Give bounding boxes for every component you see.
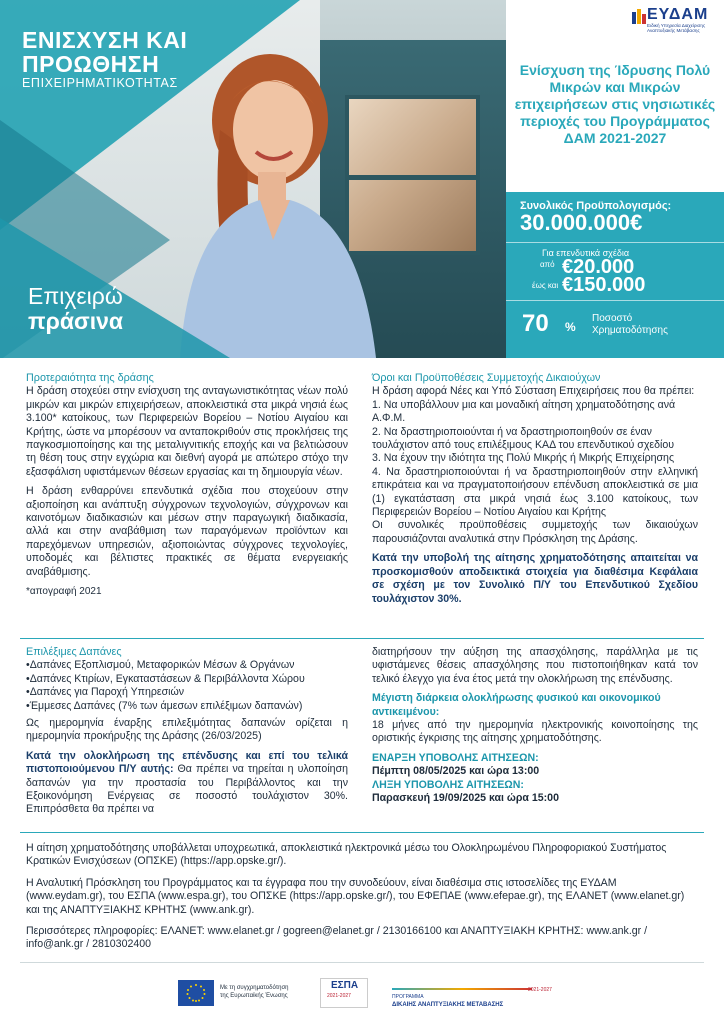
plans-label: Για επενδυτικά σχέδια <box>542 248 630 258</box>
dam-years: 2021-2027 <box>528 987 552 993</box>
footer-divider <box>20 962 704 963</box>
eu-flag-icon <box>178 980 214 1006</box>
dam-logo-stripe <box>392 988 532 990</box>
terms-summary: Οι συνολικές προϋποθέσεις συμμετοχής των δικαιούχων παρουσιάζονται αναλυτικά στην Πρόσκληση της Δράσης. <box>372 519 698 545</box>
from-label: από <box>540 260 555 269</box>
program-title: Ενίσχυση της Ίδρυσης Πολύ Μικρών και Μικρών επιχειρήσεων στις νησιωτικές περιοχές του Προγράμματος ΔΑΜ 2021-2027 <box>514 62 716 146</box>
percent-symbol: % <box>565 320 576 334</box>
terms-item-3: 3. Να έχουν την ιδιότητα της Πολύ Μικρής ή Μικρής Επιχείρησης <box>372 452 675 465</box>
expenses-section <box>26 646 348 823</box>
expense-item: •Δαπάνες για Παροχή Υπηρεσιών <box>26 686 185 699</box>
terms-heading: Όροι και Προϋποθέσεις Συμμετοχής Δικαιούχων <box>372 372 601 384</box>
census-note: *απογραφή 2021 <box>26 586 102 598</box>
terms-section <box>372 372 698 612</box>
expense-item: •Δαπάνες Εξοπλισμού, Μεταφορικών Μέσων & Οργάνων <box>26 659 295 672</box>
duration-heading: Μέγιστη διάρκεια ολοκλήρωσης φυσικού και οικονομικού αντικειμένου: <box>372 692 661 718</box>
duration-text: 18 μήνες από την ημερομηνία ηλεκτρονικής κοινοποίησης της οριστικής έγκρισης της αίτησης χρηματοδότησης. <box>372 719 698 745</box>
to-value: €150.000 <box>562 274 646 296</box>
terms-intro: Η δράση αφορά Νέες και Υπό Σύσταση Επιχειρήσεις που θα πρέπει: <box>372 385 695 398</box>
hero-slogan: Επιχειρώ πράσινα <box>28 283 124 334</box>
section-divider <box>20 832 704 833</box>
terms-capital-requirement: Κατά την υποβολή της αίτησης χρηματοδότησης απαιτείται να προσκομισθούν αποδεικτικά στοιχεία για διαθέσιμα Κεφάλαια σε σχέση με τον Συνολικό Π/Υ του Επενδυτικού Σχεδίου τουλάχιστον 30%. <box>372 552 698 605</box>
completion-text: Κατά την ολοκλήρωση της επένδυσης και επί του τελικά πιστοποιούμενου Π/Υ αυτής: Θα πρέπει να τηρείται η υλοποίηση δαπανών για την προστασία του Περιβάλλοντος και την Εξοικονόμηση Ενέργειας σε ποσοστό τουλάχιστον 30%. Επιπρόσθετα θα πρέπει να <box>26 749 349 816</box>
expenses-heading: Επιλέξιμες Δαπάνες <box>26 646 122 658</box>
eu-cofunding-text: Με τη συγχρηματοδότηση της Ευρωπαϊκής Ένωσης <box>220 985 289 999</box>
priority-text-1: Η δράση στοχεύει στην ενίσχυση της ανταγωνιστικότητας νέων πολύ μικρών και μικρών επιχειρήσεων, αποκλειστικά στα μικρά νησιά έως 3.100* κατοίκους, των Περιφερειών Βορείου – Νοτίου Αιγαίου και Κρήτης, ώστε να μπορέσουν να ανταποκριθούν στις προκλήσεις της παγκοσμιοποίησης και της μεταλιγνιτικής εποχής και να βελτιώσουν τη θέση τους στην εγχώρια και διεθνή αγορά με απώτερο στόχο την εξασφάλιση υφιστάμενων θέσεων εργασίας και τη δημιουργία νέων. <box>26 385 348 478</box>
eligibility-start: Ως ημερομηνία έναρξης επιλεξιμότητας δαπανών ορίζεται η ημερομηνία προκήρυξης της Δράσης (26/03/2025) <box>26 717 348 743</box>
budget-panel <box>506 192 724 358</box>
hero-subtitle: ΕΠΙΧΕΙΡΗΜΑΤΙΚΟΤΗΤΑΣ <box>22 76 178 90</box>
funding-percent: 70 <box>522 310 549 337</box>
espa-logo: ΕΣΠΑ 2021-2027 <box>320 978 368 1008</box>
priority-heading: Προτεραιότητα της δράσης <box>26 372 154 384</box>
documents-info: Η Αναλυτική Πρόσκληση του Προγράμματος και τα έγγραφα που την συνοδεύουν, είναι διαθέσιμα στις ιστοσελίδες της ΕΥΔΑΜ (www.eydam.gr), του ΕΣΠΑ (www.espa.gr), του ΟΠΣΚΕ (https://app.opske.gr/), του ΕΦΕΠΑΕ (www.efepae.gr), της ΕΛΑΝΕΤ (www.elanet.gr) και της ΑΝΑΠΤΥΞΙΑΚΗΣ ΚΡΗΤΗΣ (www.ank.gr). <box>26 876 685 916</box>
dam-program-logo: ΠΡΟΓΡΑΜΜΑ ΔΙΚΑΙΗΣ ΑΝΑΠΤΥΞΙΑΚΗΣ ΜΕΤΑΒΑΣΗΣ <box>392 994 504 1008</box>
terms-item-1: 1. Να υποβάλλουν μια και μοναδική αίτηση χρηματοδότησης ανά Α.Φ.Μ. <box>372 398 676 425</box>
logo-desc: Ειδική Υπηρεσία Διαχείρισης Αναπτυξιακής Μετάβασης <box>647 23 706 33</box>
expense-item: •Έμμεσες Δαπάνες (7% των άμεσων επιλέξιμων δαπανών) <box>26 699 303 712</box>
info-section <box>26 842 698 960</box>
hero-photo <box>0 0 506 358</box>
continuation-text: διατηρήσουν την αύξηση της απασχόλησης, παράλληλα με τις υφιστάμενες θέσεις απασχόλησης που πιστοποιήθηκαν κατά τον τελικό έλεγχο για ένα έτος μετά την ολοκλήρωση της επένδυσης. <box>372 646 698 685</box>
to-label: έως και <box>532 281 559 290</box>
section-divider <box>20 638 704 639</box>
budget-divider <box>506 242 724 243</box>
priority-section <box>26 372 348 599</box>
submission-start-label: ΕΝΑΡΞΗ ΥΠΟΒΟΛΗΣ ΑΙΤΗΣΕΩΝ: <box>372 751 539 764</box>
priority-text-2: Η δράση ενθαρρύνει επενδυτικά σχέδια που στοχεύουν στην αξιοποίηση και ανάπτυξη σύγχρονων τεχνολογιών, σύγχρονων και καινοτόμων διαδικασιών και μέσων στην παραγωγική διαδικασία, αλλά και στην αναβάθμιση των παραγόμενων προϊόντων και παρεχόμενων υπηρεσιών, αξιοποιώντας σύγχρονες τεχνολογίες, υποδομές και βέλτιστες πρακτικές σε θέματα ενεργειακής αναβάθμισης. <box>26 485 348 578</box>
terms-item-4: 4. Να δραστηριοποιούνται ή να δραστηριοποιηθούν στην ελληνική επικράτεια και να πραγματοποιήσουν επένδυση αποκλειστικά σε μια (1) εγκατάσταση στα μικρά νησιά έως 3.100 κατοίκους, των Περιφερειών Βορείου – Νοτίου Αιγαίου και Κρήτης <box>372 465 698 519</box>
budget-label: Συνολικός Προϋπολογισμός: <box>520 200 672 212</box>
submission-start-value: Πέμπτη 08/05/2025 και ώρα 13:00 <box>372 765 540 778</box>
contact-info: Περισσότερες πληροφορίες: ΕΛΑΝΕΤ: www.elanet.gr / gogreen@elanet.gr / 2130166100 και ΑΝΑΠΤΥΞΙΑΚΗ ΚΡΗΤΗΣ: www.ank.gr / info@ank.gr / 2810302400 <box>26 925 648 951</box>
eydam-logo <box>630 6 718 32</box>
submission-end-value: Παρασκευή 19/09/2025 και ώρα 15:00 <box>372 792 559 805</box>
budget-amount: 30.000.000€ <box>520 210 643 235</box>
hero-title: ΕΝΙΣΧΥΣΗ ΚΑΙ ΠΡΟΩΘΗΣΗ <box>22 27 188 77</box>
submission-info: Η αίτηση χρηματοδότησης υποβάλλεται υποχρεωτικά, αποκλειστικά ηλεκτρονικά μέσω του Ολοκληρωμένου Πληροφοριακού Συστήματος Κρατικών Ενισχύσεων (ΟΠΣΚΕ) (https://app.opske.gr/). <box>26 842 667 868</box>
funding-label: Ποσοστό Χρηματοδότησης <box>592 313 668 336</box>
terms-item-2: 2. Να δραστηριοποιούνται ή να δραστηριοποιηθούν σε έναν τουλάχιστον από τους επιλέξιμους ΚΑΔ του επενδυτικού σχεδίου <box>372 425 675 452</box>
submission-end-label: ΛΗΞΗ ΥΠΟΒΟΛΗΣ ΑΙΤΗΣΕΩΝ: <box>372 778 524 791</box>
continuation-section <box>372 646 698 805</box>
logo-name: ΕΥΔΑΜ <box>647 6 709 23</box>
expense-item: •Δαπάνες Κτιρίων, Εγκαταστάσεων & Περιβάλλοντα Χώρου <box>26 672 305 685</box>
from-value: €20.000 <box>562 256 635 278</box>
budget-divider-2 <box>506 300 724 301</box>
